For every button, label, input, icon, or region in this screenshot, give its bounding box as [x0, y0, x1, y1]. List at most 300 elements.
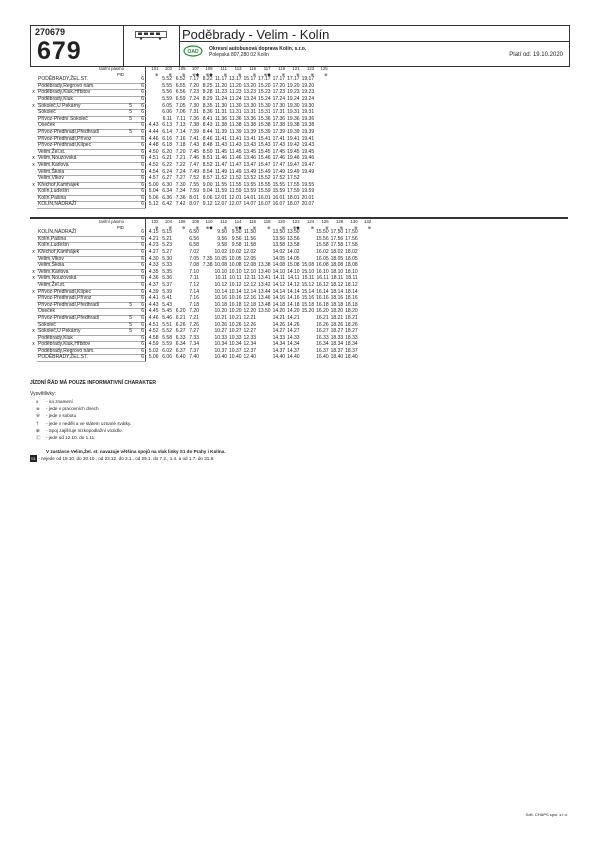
tariff-zone: 5: [125, 103, 133, 110]
departure-time: 10.34: [214, 341, 228, 348]
departure-time: 12.07: [214, 201, 228, 208]
departure-time: 8.25: [202, 82, 213, 89]
departure-time: 12.33: [243, 334, 257, 341]
departure-time: [315, 129, 329, 136]
departure-time: [200, 329, 214, 336]
departure-time: 7.52: [189, 175, 199, 182]
departure-time: 10.37: [229, 347, 242, 354]
request-stop-mark: x: [32, 288, 35, 295]
departure-time: 18.18: [345, 301, 358, 308]
request-stop-mark: x: [32, 341, 35, 348]
departure-time: 18.08: [345, 262, 358, 269]
departure-time: 18.02: [330, 248, 344, 255]
departure-time: 14.14: [272, 288, 286, 295]
departure-time: 12.21: [243, 314, 257, 321]
trip-number: 103: [164, 66, 172, 71]
departure-time: 17.23: [272, 89, 286, 96]
departure-time: [146, 110, 160, 117]
departure-time: 5.30: [162, 255, 172, 262]
departure-time: 4.21: [148, 235, 159, 242]
departure-time: 10.08: [229, 262, 242, 269]
trip-symbol: ※: [168, 224, 172, 230]
departure-time: 5.06: [148, 354, 159, 361]
pid-zone: 6: [133, 282, 146, 289]
pid-zone: 6: [133, 123, 146, 130]
route-title: Poděbrady - Velim - Kolín: [182, 27, 330, 42]
departure-time: 14.18: [287, 301, 300, 308]
departure-time: 5.36: [162, 275, 172, 282]
departure-time: [301, 348, 316, 355]
departure-time: 14.34: [287, 341, 300, 348]
departure-time: 6.59: [175, 95, 186, 102]
departure-time: 12.40: [243, 354, 257, 361]
departure-time: 13.47: [243, 161, 257, 168]
departure-time: 7.13: [175, 122, 186, 129]
pid-zone: 6: [133, 162, 146, 169]
trip-symbol: ※◆: [205, 71, 213, 77]
departure-time: [315, 116, 329, 123]
departure-time: 11.39: [214, 128, 228, 135]
departure-time: 7.26: [189, 321, 199, 328]
pid-zone: 6: [133, 103, 146, 110]
departure-time: 10.33: [229, 334, 242, 341]
trip-number: 121: [292, 66, 300, 71]
departure-time: 19.41: [287, 135, 300, 142]
departure-time: 4.44: [148, 128, 159, 135]
departure-time: 11.55: [214, 181, 228, 188]
departure-time: [301, 315, 316, 322]
info-notice: JÍZDNÍ ŘÁD MÁ POUZE INFORMATIVNÍ CHARAKTER: [30, 380, 157, 386]
trip-symbol: ※: [154, 71, 159, 77]
pid-zone: 6: [133, 269, 146, 276]
departure-time: 11.23: [229, 89, 242, 96]
departure-time: 19.31: [287, 109, 300, 116]
request-stop-mark: x: [32, 275, 35, 282]
departure-time: 7.35: [202, 255, 213, 262]
departure-time: [173, 269, 187, 276]
stop-name: Oseček: [37, 123, 125, 130]
tariff-zone: [125, 289, 133, 296]
departure-time: 7.59: [189, 188, 199, 195]
pid-zone: 6: [133, 322, 146, 329]
departure-time: 12.14: [243, 288, 257, 295]
departure-time: 15.24: [258, 95, 271, 102]
departure-time: 9.50: [217, 229, 228, 236]
departure-time: 18.12: [330, 281, 344, 288]
departure-time: 7.20: [189, 82, 199, 89]
departure-time: 7.34: [175, 188, 186, 195]
trip-symbol: ※◆: [205, 224, 213, 230]
departure-time: 15.11: [301, 275, 315, 282]
departure-time: 15.43: [258, 142, 271, 149]
departure-time: 17.17: [287, 76, 300, 83]
departure-time: [200, 236, 214, 243]
departure-time: 17.41: [272, 135, 286, 142]
legend-item: [36, 405, 131, 412]
stop-name: Přívoz-Předhradí,Předhradí: [37, 302, 125, 309]
departure-time: 11.58: [243, 242, 257, 249]
departure-time: 14.33: [287, 334, 300, 341]
departure-time: 15.16: [301, 295, 315, 302]
departure-time: 11.55: [229, 181, 242, 188]
departure-time: 19.39: [301, 128, 315, 135]
request-stop-mark: x: [32, 328, 35, 335]
departure-time: 13.40: [258, 268, 271, 275]
departure-time: 15.45: [258, 148, 271, 155]
tariff-zone-label: tarifní pásmo: [99, 219, 124, 224]
stop-name: Velim,Nouzovská: [37, 276, 125, 283]
stop-name: Sokoleč,U Pekárny: [37, 329, 125, 336]
stop-name: Přívoz-Předhradí,Přívoz: [37, 136, 125, 143]
departure-time: 10.10: [214, 268, 228, 275]
departure-time: [257, 249, 272, 256]
departure-time: 15.36: [258, 115, 271, 122]
departure-time: 11.43: [214, 142, 228, 149]
line-number: 679: [37, 37, 82, 65]
departure-time: 4.30: [148, 255, 159, 262]
oad-logo: [183, 45, 203, 57]
departure-time: 14.01: [243, 194, 257, 201]
departure-time: 8.52: [202, 161, 213, 168]
departure-time: 19.47: [287, 161, 300, 168]
pid-zone: 6: [133, 302, 146, 309]
departure-time: 14.40: [287, 354, 300, 361]
departure-time: 17.24: [272, 95, 286, 102]
departure-time: 9.50: [231, 229, 242, 236]
trip-number: 118: [263, 219, 271, 224]
trip-number: 112: [220, 219, 228, 224]
pid-zone: 6: [133, 355, 146, 362]
departure-time: 6.02: [162, 347, 172, 354]
pid-zone: 6: [133, 116, 146, 123]
departure-time: 6.20: [175, 308, 186, 315]
tariff-zone: [125, 136, 133, 143]
operator-info: [209, 46, 306, 58]
stop-name: Velim,Karlova: [37, 162, 125, 169]
departure-time: 5.06: [148, 194, 159, 201]
departure-time: 6.34: [175, 341, 186, 348]
departure-time: 4.39: [148, 288, 159, 295]
request-stop-mark: [30, 110, 37, 117]
stop-name: KOLÍN,NÁDRAŽÍ: [37, 230, 125, 236]
departure-time: 13.20: [243, 82, 257, 89]
pid-zone: 6: [133, 149, 146, 156]
departure-time: 7.31: [189, 109, 199, 116]
departure-time: 11.24: [229, 95, 242, 102]
departure-time: 19.42: [287, 142, 300, 149]
departure-time: 11.56: [243, 235, 257, 242]
trip-number: 109: [205, 66, 213, 71]
departure-time: 13.55: [243, 181, 257, 188]
departure-time: 19.38: [301, 122, 315, 129]
departure-time: [315, 123, 329, 130]
departure-time: 16.20: [316, 308, 329, 315]
departure-time: 16.02: [316, 248, 329, 255]
departure-time: 15.18: [301, 301, 315, 308]
departure-time: 7.11: [176, 115, 186, 122]
departure-time: 11.59: [229, 188, 242, 195]
departure-time: 17.17: [258, 76, 271, 83]
tariff-zone: [125, 143, 133, 150]
departure-time: 4.35: [148, 268, 159, 275]
request-stop-mark: x: [32, 155, 35, 162]
departure-time: 15.55: [272, 181, 286, 188]
departure-time: 18.16: [330, 295, 344, 302]
departure-time: 18.40: [345, 354, 358, 361]
departure-time: 13.31: [243, 109, 257, 116]
bus-icon: [135, 31, 167, 40]
departure-time: 18.21: [330, 314, 344, 321]
departure-time: 13.58: [287, 242, 300, 249]
departure-time: [257, 243, 272, 250]
departure-time: 5.12: [148, 201, 159, 208]
departure-time: 11.38: [214, 122, 228, 129]
departure-time: 8.46: [202, 135, 213, 142]
legend-item: [36, 434, 131, 441]
departure-time: 9.58: [217, 242, 228, 249]
departure-time: 14.34: [272, 341, 286, 348]
stop-name: Přívoz-Předhradí,Klípec: [37, 143, 125, 150]
departure-time: 11.39: [229, 128, 242, 135]
departure-time: [315, 169, 329, 176]
departure-time: 19.23: [301, 89, 315, 96]
departure-time: 10.14: [229, 288, 242, 295]
departure-time: 19.24: [287, 95, 300, 102]
departure-time: 19.17: [301, 76, 315, 83]
departure-time: 16.37: [316, 347, 329, 354]
trip-number: 128: [335, 219, 344, 224]
departure-time: 6.36: [162, 194, 172, 201]
departure-time: 7.21: [189, 314, 199, 321]
departure-time: 11.43: [229, 142, 242, 149]
departure-time: 7.30: [175, 181, 186, 188]
departure-time: [359, 315, 373, 322]
departure-time: 10.14: [214, 288, 228, 295]
departure-time: 4.59: [148, 341, 159, 348]
departure-time: [359, 309, 373, 316]
departure-time: 15.39: [258, 128, 271, 135]
tariff-zone: [125, 83, 133, 90]
trip-number: 116: [249, 219, 257, 224]
tariff-zone: [125, 269, 133, 276]
departure-time: 4.43: [148, 122, 159, 129]
stop-row: [30, 315, 372, 322]
request-stop-mark: x: [32, 161, 35, 168]
departure-time: [173, 236, 187, 243]
departure-time: 15.59: [272, 188, 286, 195]
departure-time: 12.08: [243, 262, 257, 269]
departure-time: 15.47: [258, 161, 271, 168]
departure-time: [146, 90, 160, 97]
departure-time: 14.37: [287, 347, 300, 354]
departure-time: 11.24: [214, 95, 228, 102]
departure-time: 14.14: [287, 288, 300, 295]
departure-time: 7.14: [175, 128, 186, 135]
departure-time: 6.13: [162, 122, 172, 129]
trip-symbol: ※◆: [234, 224, 242, 230]
departure-time: 13.41: [243, 135, 257, 142]
stop-name: Velim,Vlkov: [37, 256, 125, 263]
departure-time: 4.57: [148, 175, 159, 182]
departure-time: 10.37: [214, 347, 228, 354]
departure-time: 6.58: [189, 242, 199, 249]
departure-time: 4.27: [148, 248, 159, 255]
pid-zone: 6: [133, 256, 146, 263]
departure-time: 11.45: [229, 148, 242, 155]
departure-time: 19.46: [301, 155, 315, 162]
departure-time: 14.08: [272, 262, 286, 269]
departure-time: 6.34: [162, 188, 172, 195]
tariff-zone: 5: [125, 315, 133, 322]
departure-time: 10.05: [214, 255, 228, 262]
trip-number: 124: [306, 219, 315, 224]
departure-time: 11.49: [214, 168, 228, 175]
departure-time: 13.23: [243, 89, 257, 96]
departure-time: 6.05: [162, 102, 172, 109]
departure-time: 12.26: [243, 321, 257, 328]
departure-time: 14.27: [287, 328, 300, 335]
departure-time: 19.43: [301, 142, 315, 149]
departure-time: [315, 143, 329, 150]
departure-time: [315, 176, 329, 183]
departure-time: 7.14: [189, 288, 199, 295]
departure-time: [301, 249, 316, 256]
departure-time: 15.12: [301, 281, 315, 288]
departure-time: 16.16: [316, 295, 329, 302]
footer-credit: Soft. CHAPS spol. s r.o.: [525, 812, 568, 817]
departure-time: 13.49: [243, 168, 257, 175]
departure-time: 8.41: [202, 115, 213, 122]
tariff-zone: [125, 335, 133, 342]
pid-zone: 6: [133, 110, 146, 117]
departure-time: 5.00: [148, 181, 159, 188]
stop-name: Velim,Žel.st.: [37, 149, 125, 156]
stop-name: Poděbrady,Regrovo nám.: [37, 348, 125, 355]
trip-number: 108: [191, 219, 199, 224]
departure-time: 14.05: [272, 255, 286, 262]
stop-row: [30, 202, 329, 209]
stop-name: Křechoř,Kamhájek: [37, 249, 125, 256]
departure-time: 4.58: [148, 334, 159, 341]
tariff-zone: [125, 176, 133, 183]
departure-time: 17.31: [272, 109, 286, 116]
departure-time: 6.20: [162, 148, 172, 155]
departure-time: 18.37: [345, 347, 358, 354]
request-stop-mark: [30, 136, 37, 143]
trip-symbol: ※: [367, 224, 372, 230]
departure-time: 7.05: [189, 255, 199, 262]
departure-time: 5.37: [162, 281, 172, 288]
pid-zone: 6: [133, 129, 146, 136]
departure-time: 11.20: [229, 82, 242, 89]
departure-time: 13.56: [272, 235, 286, 242]
departure-time: 13.38: [258, 262, 271, 269]
trip-number: 111: [220, 66, 228, 71]
departure-time: 12.37: [243, 347, 257, 354]
departure-time: 10.33: [214, 334, 228, 341]
departure-time: [173, 249, 187, 256]
tariff-zone: [125, 156, 133, 163]
departure-time: 7.49: [189, 168, 199, 175]
trip-symbol: ※: [354, 224, 358, 230]
departure-time: 5.23: [162, 242, 172, 249]
departure-time: 7.37: [189, 347, 199, 354]
legend-symbol: †: [36, 420, 39, 426]
departure-time: 7.47: [189, 161, 199, 168]
trip-symbol: ※: [281, 71, 286, 77]
departure-time: [257, 315, 272, 322]
departure-time: 5.46: [162, 314, 172, 321]
departure-time: 10.34: [229, 341, 242, 348]
departure-time: 4.23: [148, 242, 159, 249]
pid-zone: 6: [133, 143, 146, 150]
departure-time: 18.12: [345, 281, 358, 288]
departure-time: 10.12: [229, 281, 242, 288]
departure-time: 13.41: [258, 275, 271, 282]
departure-time: 5.35: [162, 268, 172, 275]
departure-time: [200, 269, 214, 276]
departure-time: 5.58: [162, 334, 172, 341]
stop-name: Poděbrady,Kluk: [37, 96, 125, 103]
departure-time: 17.52: [272, 175, 286, 182]
departure-time: [301, 329, 316, 336]
departure-time: 16.21: [316, 314, 329, 321]
departure-time: [315, 182, 329, 189]
departure-time: 4.41: [148, 295, 159, 302]
departure-time: 18.33: [330, 334, 344, 341]
departure-time: 12.01: [214, 194, 228, 201]
request-stop-mark: [30, 256, 37, 263]
trip-symbol: ※: [195, 224, 199, 230]
stop-name: Křechoř,Kamhájek: [37, 182, 125, 189]
departure-time: 19.55: [301, 181, 315, 188]
departure-time: 15.55: [258, 181, 271, 188]
pid-zone: 6: [133, 289, 146, 296]
departure-time: 5.33: [162, 262, 172, 269]
departure-time: [257, 335, 272, 342]
departure-time: 14.26: [272, 321, 286, 328]
pid-label: PID: [116, 71, 124, 77]
pid-zone: 6: [133, 195, 146, 202]
legend-symbol: ⑥: [36, 413, 41, 419]
departure-time: 5.04: [148, 188, 159, 195]
departure-time: 7.20: [175, 148, 186, 155]
departure-time: 11.36: [214, 115, 228, 122]
tariff-zone: [125, 202, 133, 209]
departure-time: 19.31: [301, 109, 315, 116]
request-stop-mark: [30, 236, 37, 243]
departure-time: 9.58: [231, 242, 242, 249]
departure-time: 6.52: [175, 76, 186, 83]
departure-time: 11.46: [214, 155, 228, 162]
departure-time: 13.48: [258, 301, 271, 308]
request-stop-mark: [30, 296, 37, 303]
stop-name: Poděbrady,Kluk,Hřbitov: [37, 342, 125, 349]
departure-time: [315, 110, 329, 117]
request-stop-mark: [30, 195, 37, 202]
departure-time: 14.37: [272, 347, 286, 354]
tariff-zone: [125, 348, 133, 355]
departure-time: [359, 322, 373, 329]
stop-name: Velim,Škola: [37, 169, 125, 176]
departure-time: 14.12: [272, 281, 286, 288]
tariff-zone: [125, 162, 133, 169]
departure-time: 16.40: [316, 354, 329, 361]
departure-time: 16.33: [316, 334, 329, 341]
tariff-zone: [125, 256, 133, 263]
departure-time: 10.12: [214, 281, 228, 288]
departure-time: 10.20: [214, 308, 228, 315]
